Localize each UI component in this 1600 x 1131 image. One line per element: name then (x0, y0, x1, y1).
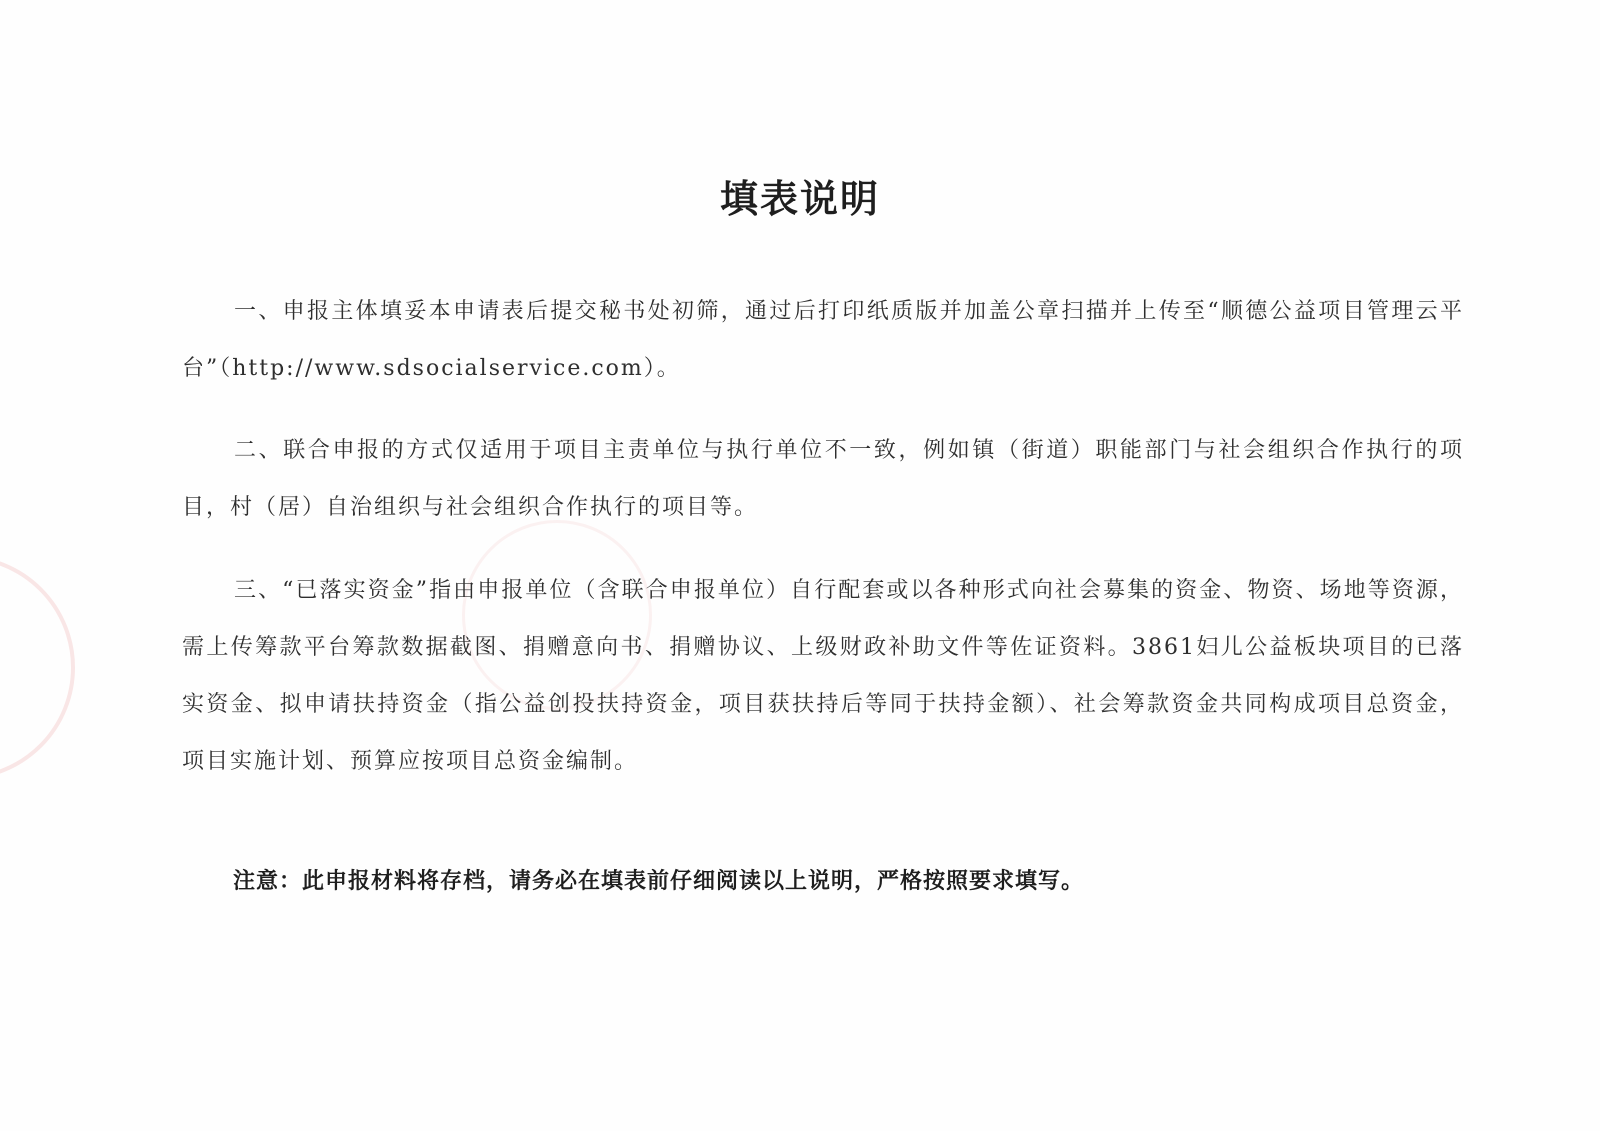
seal-stamp-left (0, 555, 75, 780)
document-title: 填表说明 (719, 177, 880, 221)
instruction-paragraph-2: 二、联合申报的方式仅适用于项目主责单位与执行单位不一致，例如镇（街道）职能部门与社会组织合作执行的项目，村（居）自治组织与社会组织合作执行的项目等。 (182, 438, 1464, 520)
attention-note: 注意：此申报材料将存档，请务必在填表前仔细阅读以上说明，严格按照要求填写。 (233, 869, 1085, 894)
instruction-paragraph-3: 三、“已落实资金”指由申报单位（含联合申报单位）自行配套或以各种形式向社会募集的资金、物资、场地等资源，需上传筹款平台筹款数据截图、捐赠意向书、捐赠协议、上级财政补助文件等佐证资料。3861妇儿公益板块项目的已落实资金、拟申请扶持资金（指公益创投扶持资金，项目获扶持后等同于扶持金额）、社会筹款资金共同构成项目总资金，项目实施计划、预算应按项目总资金编制。 (182, 578, 1464, 774)
instruction-paragraph-1: 一、申报主体填妥本申请表后提交秘书处初筛，通过后打印纸质版并加盖公章扫描并上传至“顺德公益项目管理云平台”（http://www.sdsocialservice.com）。 (182, 299, 1464, 381)
